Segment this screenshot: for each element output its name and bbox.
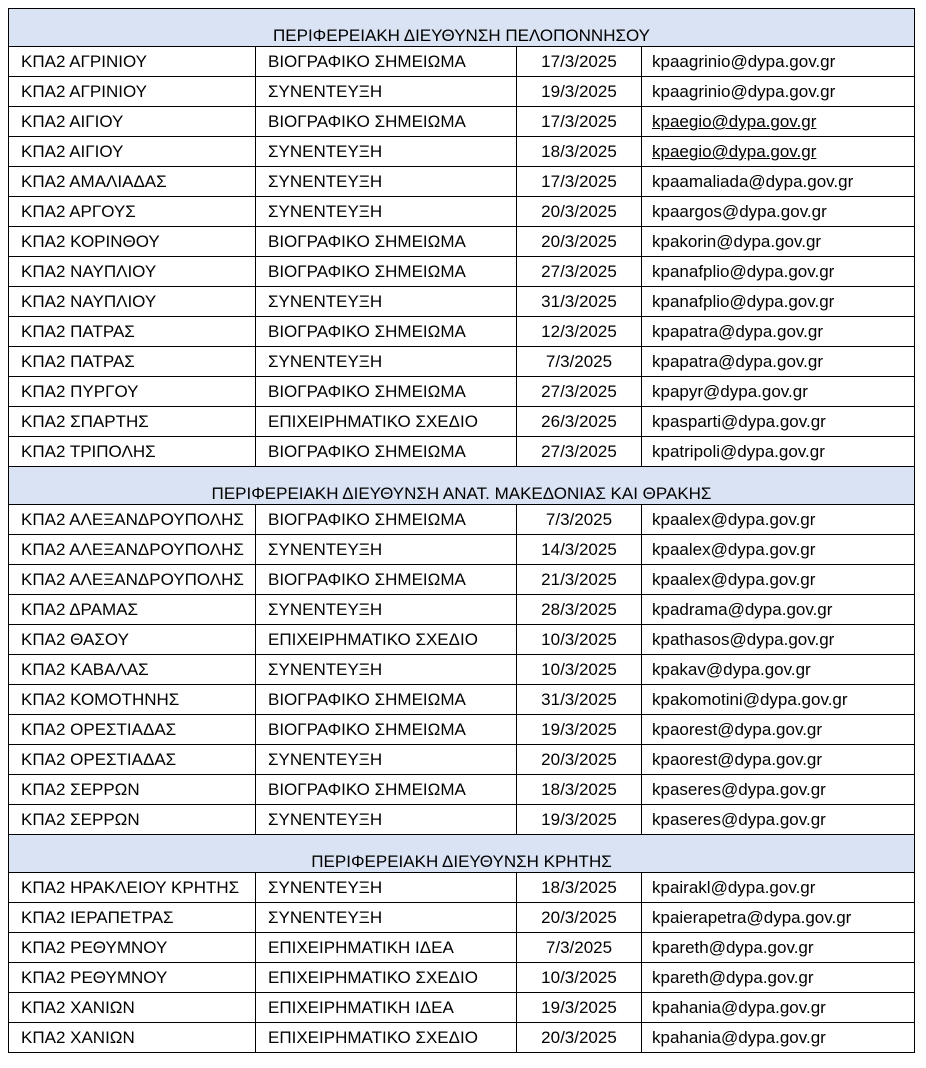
date-cell: 10/3/2025	[517, 625, 642, 655]
date-cell: 19/3/2025	[517, 993, 642, 1023]
table-row	[9, 565, 915, 595]
session-type-cell: ΣΥΝΕΝΤΕΥΞΗ	[256, 347, 517, 377]
session-type-cell: ΒΙΟΓΡΑΦΙΚΟ ΣΗΜΕΙΩΜΑ	[256, 227, 517, 257]
office-cell: ΚΠΑ2 ΣΕΡΡΩΝ	[9, 775, 256, 805]
email-text: kpakomotini@dypa.gov.gr	[652, 690, 848, 709]
date-cell: 7/3/2025	[517, 933, 642, 963]
table-row	[9, 137, 915, 167]
office-cell: ΚΠΑ2 ΟΡΕΣΤΙΑΔΑΣ	[9, 745, 256, 775]
section-header-row	[9, 467, 915, 505]
email-text: kpaamaliada@dypa.gov.gr	[652, 172, 854, 191]
email-cell	[642, 347, 915, 377]
email-text: kpakorin@dypa.gov.gr	[652, 232, 822, 251]
session-type-cell: ΣΥΝΕΝΤΕΥΞΗ	[256, 903, 517, 933]
office-cell: ΚΠΑ2 ΗΡΑΚΛΕΙΟΥ ΚΡΗΤΗΣ	[9, 873, 256, 903]
session-type-cell: ΕΠΙΧΕΙΡΗΜΑΤΙΚΟ ΣΧΕΔΙΟ	[256, 1023, 517, 1053]
date-cell: 26/3/2025	[517, 407, 642, 437]
office-cell: ΚΠΑ2 ΡΕΘΥΜΝΟΥ	[9, 963, 256, 993]
session-type-cell: ΣΥΝΕΝΤΕΥΞΗ	[256, 655, 517, 685]
session-type-cell: ΕΠΙΧΕΙΡΗΜΑΤΙΚΟ ΣΧΕΔΙΟ	[256, 407, 517, 437]
office-cell: ΚΠΑ2 ΠΥΡΓΟΥ	[9, 377, 256, 407]
email-text: kpapyr@dypa.gov.gr	[652, 382, 808, 401]
date-cell: 31/3/2025	[517, 287, 642, 317]
session-type-cell: ΒΙΟΓΡΑΦΙΚΟ ΣΗΜΕΙΩΜΑ	[256, 257, 517, 287]
email-text: kpaorest@dypa.gov.gr	[652, 720, 823, 739]
office-cell: ΚΠΑ2 ΚΑΒΑΛΑΣ	[9, 655, 256, 685]
table-row	[9, 535, 915, 565]
table-row	[9, 873, 915, 903]
email-cell	[642, 715, 915, 745]
email-cell	[642, 993, 915, 1023]
table-row	[9, 227, 915, 257]
email-text: kpaseres@dypa.gov.gr	[652, 780, 826, 799]
email-cell	[642, 745, 915, 775]
office-cell: ΚΠΑ2 ΟΡΕΣΤΙΑΔΑΣ	[9, 715, 256, 745]
office-cell: ΚΠΑ2 ΣΕΡΡΩΝ	[9, 805, 256, 835]
date-cell: 7/3/2025	[517, 505, 642, 535]
email-cell	[642, 933, 915, 963]
email-text: kpaagrinio@dypa.gov.gr	[652, 82, 836, 101]
email-text: kpadrama@dypa.gov.gr	[652, 600, 833, 619]
session-type-cell: ΣΥΝΕΝΤΕΥΞΗ	[256, 873, 517, 903]
date-cell: 14/3/2025	[517, 535, 642, 565]
email-cell	[642, 903, 915, 933]
schedule-table	[8, 8, 915, 1053]
date-cell: 20/3/2025	[517, 227, 642, 257]
email-cell	[642, 963, 915, 993]
email-cell	[642, 655, 915, 685]
section-header-row	[9, 835, 915, 873]
email-cell	[642, 167, 915, 197]
section-header-row	[9, 9, 915, 47]
session-type-cell: ΒΙΟΓΡΑΦΙΚΟ ΣΗΜΕΙΩΜΑ	[256, 47, 517, 77]
session-type-cell: ΣΥΝΕΝΤΕΥΞΗ	[256, 805, 517, 835]
office-cell: ΚΠΑ2 ΑΙΓΙΟΥ	[9, 107, 256, 137]
office-cell: ΚΠΑ2 ΚΟΜΟΤΗΝΗΣ	[9, 685, 256, 715]
table-row	[9, 805, 915, 835]
date-cell: 19/3/2025	[517, 805, 642, 835]
session-type-cell: ΣΥΝΕΝΤΕΥΞΗ	[256, 167, 517, 197]
email-text: kpaagrinio@dypa.gov.gr	[652, 52, 836, 71]
email-text: kpareth@dypa.gov.gr	[652, 938, 814, 957]
email-text: kpaseres@dypa.gov.gr	[652, 810, 826, 829]
table-row	[9, 47, 915, 77]
office-cell: ΚΠΑ2 ΑΜΑΛΙΑΔΑΣ	[9, 167, 256, 197]
table-row	[9, 197, 915, 227]
email-cell	[642, 257, 915, 287]
session-type-cell: ΣΥΝΕΝΤΕΥΞΗ	[256, 197, 517, 227]
office-cell: ΚΠΑ2 ΝΑΥΠΛΙΟΥ	[9, 287, 256, 317]
office-cell: ΚΠΑ2 ΚΟΡΙΝΘΟΥ	[9, 227, 256, 257]
date-cell: 27/3/2025	[517, 257, 642, 287]
email-text: kpahania@dypa.gov.gr	[652, 1028, 826, 1047]
session-type-cell: ΕΠΙΧΕΙΡΗΜΑΤΙΚΗ ΙΔΕΑ	[256, 993, 517, 1023]
table-row	[9, 437, 915, 467]
date-cell: 27/3/2025	[517, 437, 642, 467]
date-cell: 20/3/2025	[517, 745, 642, 775]
date-cell: 20/3/2025	[517, 197, 642, 227]
table-row	[9, 1023, 915, 1053]
date-cell: 28/3/2025	[517, 595, 642, 625]
office-cell: ΚΠΑ2 ΠΑΤΡΑΣ	[9, 347, 256, 377]
table-row	[9, 505, 915, 535]
email-text: kpanafplio@dypa.gov.gr	[652, 292, 835, 311]
email-cell	[642, 197, 915, 227]
date-cell: 27/3/2025	[517, 377, 642, 407]
section-title: ΠΕΡΙΦΕΡΕΙΑΚΗ ΔΙΕΥΘΥΝΣΗ ΠΕΛΟΠΟΝΝΗΣΟΥ	[9, 9, 915, 47]
email-cell	[642, 227, 915, 257]
table-row	[9, 963, 915, 993]
table-row	[9, 595, 915, 625]
office-cell: ΚΠΑ2 ΠΑΤΡΑΣ	[9, 317, 256, 347]
office-cell: ΚΠΑ2 ΑΡΓΟΥΣ	[9, 197, 256, 227]
email-cell	[642, 287, 915, 317]
email-text: kpatripoli@dypa.gov.gr	[652, 442, 825, 461]
table-row	[9, 655, 915, 685]
office-cell: ΚΠΑ2 ΣΠΑΡΤΗΣ	[9, 407, 256, 437]
table-row	[9, 903, 915, 933]
table-row	[9, 625, 915, 655]
table-row	[9, 377, 915, 407]
table-row	[9, 317, 915, 347]
table-row	[9, 715, 915, 745]
email-link[interactable]: kpaegio@dypa.gov.gr	[652, 112, 817, 131]
email-cell[interactable]	[642, 107, 915, 137]
date-cell: 18/3/2025	[517, 775, 642, 805]
session-type-cell: ΕΠΙΧΕΙΡΗΜΑΤΙΚΟ ΣΧΕΔΙΟ	[256, 625, 517, 655]
email-cell	[642, 407, 915, 437]
email-cell	[642, 805, 915, 835]
office-cell: ΚΠΑ2 ΑΛΕΞΑΝΔΡΟΥΠΟΛΗΣ	[9, 505, 256, 535]
email-text: kpaierapetra@dypa.gov.gr	[652, 908, 852, 927]
date-cell: 18/3/2025	[517, 137, 642, 167]
office-cell: ΚΠΑ2 ΔΡΑΜΑΣ	[9, 595, 256, 625]
email-text: kpahania@dypa.gov.gr	[652, 998, 826, 1017]
email-text: kpasparti@dypa.gov.gr	[652, 412, 826, 431]
email-text: kpaalex@dypa.gov.gr	[652, 540, 816, 559]
session-type-cell: ΒΙΟΓΡΑΦΙΚΟ ΣΗΜΕΙΩΜΑ	[256, 775, 517, 805]
date-cell: 10/3/2025	[517, 655, 642, 685]
email-text: kpaalex@dypa.gov.gr	[652, 510, 816, 529]
office-cell: ΚΠΑ2 ΤΡΙΠΟΛΗΣ	[9, 437, 256, 467]
date-cell: 12/3/2025	[517, 317, 642, 347]
date-cell: 10/3/2025	[517, 963, 642, 993]
office-cell: ΚΠΑ2 ΧΑΝΙΩΝ	[9, 1023, 256, 1053]
table-row	[9, 107, 915, 137]
session-type-cell: ΕΠΙΧΕΙΡΗΜΑΤΙΚΗ ΙΔΕΑ	[256, 933, 517, 963]
office-cell: ΚΠΑ2 ΧΑΝΙΩΝ	[9, 993, 256, 1023]
email-cell	[642, 775, 915, 805]
email-cell	[642, 535, 915, 565]
email-cell	[642, 565, 915, 595]
email-text: kpareth@dypa.gov.gr	[652, 968, 814, 987]
email-text: kpanafplio@dypa.gov.gr	[652, 262, 835, 281]
office-cell: ΚΠΑ2 ΘΑΣΟΥ	[9, 625, 256, 655]
email-text: kpairakl@dypa.gov.gr	[652, 878, 816, 897]
date-cell: 20/3/2025	[517, 1023, 642, 1053]
session-type-cell: ΣΥΝΕΝΤΕΥΞΗ	[256, 137, 517, 167]
email-cell	[642, 505, 915, 535]
session-type-cell: ΣΥΝΕΝΤΕΥΞΗ	[256, 287, 517, 317]
email-cell	[642, 377, 915, 407]
session-type-cell: ΒΙΟΓΡΑΦΙΚΟ ΣΗΜΕΙΩΜΑ	[256, 377, 517, 407]
table-row	[9, 993, 915, 1023]
date-cell: 20/3/2025	[517, 903, 642, 933]
office-cell: ΚΠΑ2 ΝΑΥΠΛΙΟΥ	[9, 257, 256, 287]
email-text: kpapatra@dypa.gov.gr	[652, 322, 823, 341]
office-cell: ΚΠΑ2 ΙΕΡΑΠΕΤΡΑΣ	[9, 903, 256, 933]
email-cell	[642, 625, 915, 655]
email-cell	[642, 47, 915, 77]
section-title: ΠΕΡΙΦΕΡΕΙΑΚΗ ΔΙΕΥΘΥΝΣΗ ΚΡΗΤΗΣ	[9, 835, 915, 873]
office-cell: ΚΠΑ2 ΑΓΡΙΝΙΟΥ	[9, 47, 256, 77]
email-cell	[642, 317, 915, 347]
table-row	[9, 933, 915, 963]
table-row	[9, 347, 915, 377]
date-cell: 31/3/2025	[517, 685, 642, 715]
email-text: kpapatra@dypa.gov.gr	[652, 352, 823, 371]
session-type-cell: ΒΙΟΓΡΑΦΙΚΟ ΣΗΜΕΙΩΜΑ	[256, 505, 517, 535]
email-text: kpathasos@dypa.gov.gr	[652, 630, 835, 649]
email-cell[interactable]	[642, 137, 915, 167]
date-cell: 17/3/2025	[517, 107, 642, 137]
office-cell: ΚΠΑ2 ΑΛΕΞΑΝΔΡΟΥΠΟΛΗΣ	[9, 565, 256, 595]
session-type-cell: ΣΥΝΕΝΤΕΥΞΗ	[256, 535, 517, 565]
office-cell: ΚΠΑ2 ΑΛΕΞΑΝΔΡΟΥΠΟΛΗΣ	[9, 535, 256, 565]
table-row	[9, 407, 915, 437]
office-cell: ΚΠΑ2 ΑΓΡΙΝΙΟΥ	[9, 77, 256, 107]
email-cell	[642, 1023, 915, 1053]
table-row	[9, 775, 915, 805]
session-type-cell: ΒΙΟΓΡΑΦΙΚΟ ΣΗΜΕΙΩΜΑ	[256, 437, 517, 467]
email-cell	[642, 873, 915, 903]
session-type-cell: ΒΙΟΓΡΑΦΙΚΟ ΣΗΜΕΙΩΜΑ	[256, 107, 517, 137]
date-cell: 18/3/2025	[517, 873, 642, 903]
table-row	[9, 287, 915, 317]
office-cell: ΚΠΑ2 ΡΕΘΥΜΝΟΥ	[9, 933, 256, 963]
table-row	[9, 745, 915, 775]
table-row	[9, 77, 915, 107]
date-cell: 7/3/2025	[517, 347, 642, 377]
session-type-cell: ΒΙΟΓΡΑΦΙΚΟ ΣΗΜΕΙΩΜΑ	[256, 715, 517, 745]
email-text: kpaorest@dypa.gov.gr	[652, 750, 823, 769]
date-cell: 17/3/2025	[517, 167, 642, 197]
date-cell: 21/3/2025	[517, 565, 642, 595]
section-title: ΠΕΡΙΦΕΡΕΙΑΚΗ ΔΙΕΥΘΥΝΣΗ ΑΝΑΤ. ΜΑΚΕΔΟΝΙΑΣ ΚΑΙ ΘΡΑΚΗΣ	[9, 467, 915, 505]
email-cell	[642, 437, 915, 467]
session-type-cell: ΒΙΟΓΡΑΦΙΚΟ ΣΗΜΕΙΩΜΑ	[256, 685, 517, 715]
date-cell: 17/3/2025	[517, 47, 642, 77]
session-type-cell: ΣΥΝΕΝΤΕΥΞΗ	[256, 77, 517, 107]
email-cell	[642, 595, 915, 625]
email-cell	[642, 685, 915, 715]
email-cell	[642, 77, 915, 107]
email-text: kpakav@dypa.gov.gr	[652, 660, 811, 679]
schedule-table-body	[9, 9, 915, 1053]
table-row	[9, 257, 915, 287]
date-cell: 19/3/2025	[517, 77, 642, 107]
session-type-cell: ΣΥΝΕΝΤΕΥΞΗ	[256, 745, 517, 775]
session-type-cell: ΣΥΝΕΝΤΕΥΞΗ	[256, 595, 517, 625]
session-type-cell: ΕΠΙΧΕΙΡΗΜΑΤΙΚΟ ΣΧΕΔΙΟ	[256, 963, 517, 993]
table-row	[9, 685, 915, 715]
table-row	[9, 167, 915, 197]
office-cell: ΚΠΑ2 ΑΙΓΙΟΥ	[9, 137, 256, 167]
email-text: kpaalex@dypa.gov.gr	[652, 570, 816, 589]
session-type-cell: ΒΙΟΓΡΑΦΙΚΟ ΣΗΜΕΙΩΜΑ	[256, 317, 517, 347]
email-text: kpaargos@dypa.gov.gr	[652, 202, 827, 221]
session-type-cell: ΒΙΟΓΡΑΦΙΚΟ ΣΗΜΕΙΩΜΑ	[256, 565, 517, 595]
date-cell: 19/3/2025	[517, 715, 642, 745]
email-link[interactable]: kpaegio@dypa.gov.gr	[652, 142, 817, 161]
